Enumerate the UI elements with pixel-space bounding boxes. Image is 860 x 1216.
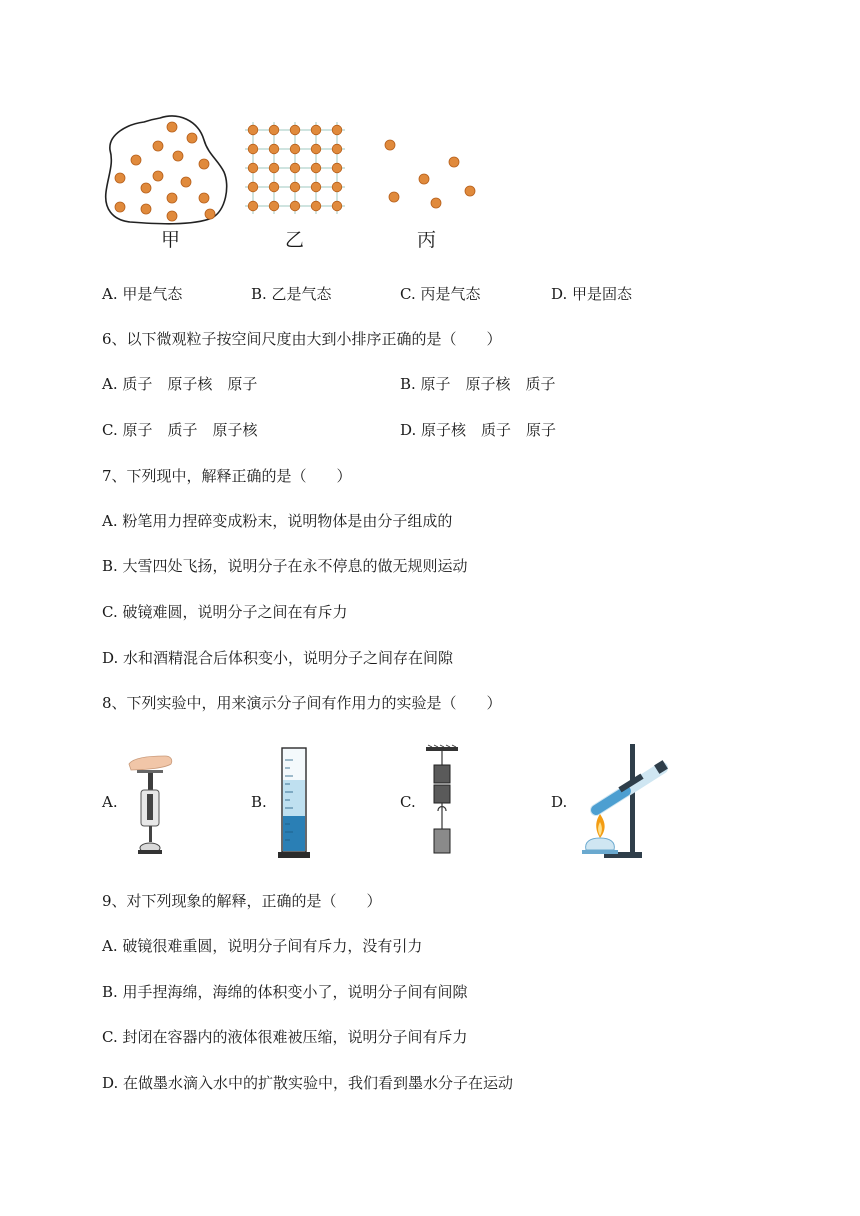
liquid-state-diagram	[100, 110, 230, 230]
q5-option-c[interactable]: C. 丙是气态	[400, 285, 481, 303]
q6-option-c[interactable]: C. 原子 质子 原子核	[102, 421, 258, 439]
q6-stem: 6、以下微观粒子按空间尺度由大到小排序正确的是（ ）	[102, 330, 502, 348]
q9-option-c[interactable]: C. 封闭在容器内的液体很难被压缩，说明分子间有斥力	[102, 1028, 468, 1046]
q5-option-a[interactable]: A. 甲是气态	[102, 285, 183, 303]
q5-option-d[interactable]: D. 甲是固态	[551, 285, 633, 303]
q9-option-d[interactable]: D. 在做墨水滴入水中的扩散实验中，我们看到墨水分子在运动	[102, 1074, 514, 1092]
heating-test-tube-icon	[574, 742, 674, 862]
q8-option-c-label[interactable]: C.	[400, 793, 416, 811]
q6-option-d[interactable]: D. 原子核 质子 原子	[400, 421, 557, 439]
label-bing: 丙	[417, 229, 437, 251]
gas-particles	[385, 140, 475, 208]
hanging-lead-blocks-icon	[424, 745, 460, 857]
q8-stem: 8、下列实验中，用来演示分子间有作用力的实验是（ ）	[102, 694, 502, 712]
q9-option-a[interactable]: A. 破镜很难重圆，说明分子间有斥力，没有引力	[102, 937, 423, 955]
q9-stem: 9、对下列现象的解释，正确的是（ ）	[102, 892, 382, 910]
q7-option-c[interactable]: C. 破镜难圆，说明分子之间在有斥力	[102, 603, 348, 621]
q7-option-b[interactable]: B. 大雪四处飞扬，说明分子在永不停息的做无规则运动	[102, 557, 468, 575]
label-yi: 乙	[285, 229, 305, 251]
q7-option-a[interactable]: A. 粉笔用力捏碎变成粉末，说明物体是由分子组成的	[102, 512, 453, 530]
q5-option-b[interactable]: B. 乙是气态	[251, 285, 332, 303]
lead-cylinders-pressed-icon	[125, 750, 175, 858]
label-jia: 甲	[161, 229, 181, 251]
q8-option-b-label[interactable]: B.	[251, 793, 267, 811]
solid-state-diagram	[240, 118, 350, 218]
q6-option-b[interactable]: B. 原子 原子核 质子	[400, 375, 556, 393]
q9-option-b[interactable]: B. 用手捏海绵，海绵的体积变小了，说明分子间有间隙	[102, 983, 468, 1001]
q7-stem: 7、下列现中，解释正确的是（ ）	[102, 467, 352, 485]
q8-option-d-label[interactable]: D.	[551, 793, 568, 811]
liquid-particles	[115, 122, 215, 221]
graduated-cylinder-icon	[276, 746, 312, 860]
q8-option-a-label[interactable]: A.	[102, 793, 118, 811]
q6-option-a[interactable]: A. 质子 原子核 原子	[102, 375, 258, 393]
q7-option-d[interactable]: D. 水和酒精混合后体积变小，说明分子之间存在间隙	[102, 649, 454, 667]
gas-state-diagram	[380, 135, 480, 215]
